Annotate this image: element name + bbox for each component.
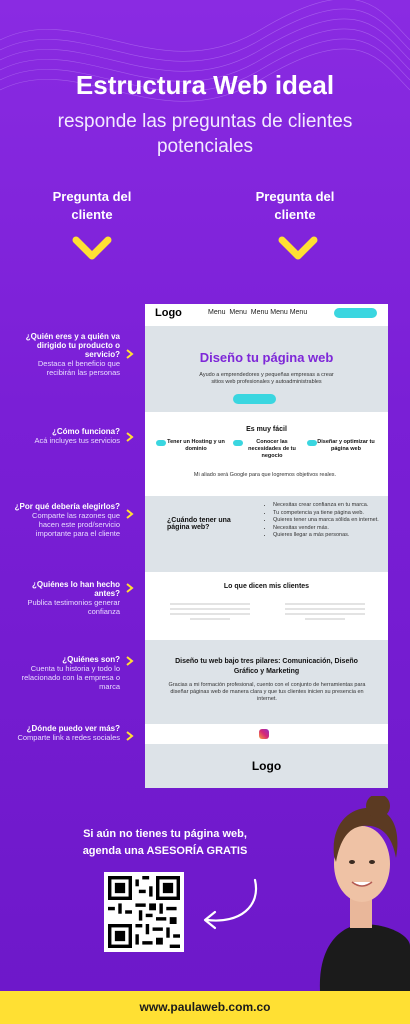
mock-nav-button bbox=[334, 308, 377, 318]
mock-testimonials-section bbox=[145, 572, 388, 640]
mock-navbar bbox=[145, 304, 388, 324]
chevron-right-icon bbox=[125, 731, 134, 741]
mock-why-section bbox=[145, 496, 388, 572]
qr-code[interactable] bbox=[104, 872, 184, 952]
question-title: ¿Por qué debería elegirlos? bbox=[14, 502, 120, 511]
chevron-right-icon bbox=[125, 432, 134, 442]
testimonials-title: Lo que dicen mis clientes bbox=[223, 583, 310, 590]
testimonial-card bbox=[285, 600, 365, 623]
question-title: ¿Quién eres y a quién va dirigido tu producto o servicio? bbox=[25, 332, 120, 359]
why-item: • Necesitas vender más. bbox=[273, 525, 383, 533]
how-title: Es muy fácil bbox=[246, 426, 287, 433]
question-title: ¿Quiénes son? bbox=[62, 655, 120, 664]
column-header-left: Pregunta del cliente bbox=[52, 189, 132, 222]
question-desc: Comparte las razones que hacen este prod/servicio importante para el cliente bbox=[32, 511, 120, 538]
mock-social-section bbox=[145, 724, 388, 744]
feature-1: Tener un Hosting y un dominio bbox=[167, 439, 225, 452]
question-desc: Cuenta tu historia y todo lo relacionado con la empresa o marca bbox=[21, 664, 120, 691]
feature-3: Diseñar y optimizar tu página web bbox=[317, 439, 375, 452]
why-item: • Quieres llegar a más personas. bbox=[273, 532, 383, 540]
about-title: Diseño tu web bajo tres pilares: Comunicación, Diseño Gráfico y Marketing bbox=[175, 658, 358, 675]
hero-text: Ayudo a emprendedores y pequeñas empresas a crear sitios web profesionales y autoadministrables bbox=[199, 372, 334, 385]
hero-title: Diseño tu página web bbox=[199, 350, 334, 365]
question-more bbox=[10, 724, 120, 742]
question-who bbox=[10, 332, 120, 377]
page-title: Estructura Web ideal bbox=[75, 70, 335, 100]
why-title: ¿Cuándo tener una página web? bbox=[167, 517, 231, 531]
about-text: Gracias a mi formación profesional, cuento con el conjunto de herramientas para diseñar páginas web de manera clara y que tus clientes inicien su presencia en internet. bbox=[168, 682, 366, 702]
question-how bbox=[10, 427, 120, 445]
hero-button bbox=[233, 394, 276, 404]
cta-line-2: agenda una ASESORÍA GRATIS bbox=[82, 845, 248, 857]
why-list bbox=[265, 502, 383, 540]
chevron-right-icon bbox=[125, 583, 134, 593]
mock-menu: Menu Menu Menu Menu Menu bbox=[208, 309, 308, 316]
why-item: • Necesitas crear confianza en tu marca. bbox=[273, 502, 383, 510]
portrait-photo bbox=[300, 796, 410, 991]
question-desc: Destaca el beneficio que recibirán las personas bbox=[37, 359, 120, 377]
chevron-right-icon bbox=[125, 509, 134, 519]
page-subtitle: responde las preguntas de clientes potenciales bbox=[57, 111, 353, 157]
feature-2: Conocer las necesidades de tu negocio bbox=[248, 439, 296, 459]
cta-line-1: Si aún no tienes tu página web, bbox=[83, 828, 247, 840]
chevron-down-icon bbox=[72, 234, 112, 264]
mock-how-section bbox=[145, 412, 388, 496]
chevron-down-icon bbox=[278, 234, 318, 264]
instagram-icon bbox=[259, 729, 269, 739]
website-mockup bbox=[145, 304, 388, 788]
website-url[interactable]: www.paulaweb.com.co bbox=[0, 991, 410, 1024]
cta-text bbox=[30, 826, 300, 860]
question-why bbox=[10, 502, 120, 538]
feature-bullet bbox=[307, 440, 317, 446]
mock-logo: Logo bbox=[155, 307, 182, 319]
mock-footer bbox=[145, 744, 388, 788]
qr-code-icon bbox=[108, 876, 180, 948]
footer-logo: Logo bbox=[251, 759, 282, 773]
question-desc: Comparte link a redes sociales bbox=[17, 733, 120, 742]
curved-arrow-icon bbox=[195, 876, 265, 936]
why-item: • Quieres tener una marca sólida en internet. bbox=[273, 517, 383, 525]
how-note: Mi aliado será Google para que logremos objetivos reales. bbox=[193, 472, 337, 478]
question-desc: Acá incluyes tus servicios bbox=[34, 436, 120, 445]
question-title: ¿Cómo funciona? bbox=[52, 427, 120, 436]
testimonial-card bbox=[170, 600, 250, 623]
question-title: ¿Quiénes lo han hecho antes? bbox=[31, 580, 120, 598]
question-desc: Publica testimonios generar confianza bbox=[27, 598, 120, 616]
chevron-right-icon bbox=[125, 656, 134, 666]
why-item: • Tu competencia ya tiene página web. bbox=[273, 510, 383, 518]
question-title: ¿Dónde puedo ver más? bbox=[26, 724, 120, 733]
mock-hero bbox=[145, 326, 388, 412]
feature-bullet bbox=[156, 440, 166, 446]
mock-about-section bbox=[145, 640, 388, 724]
question-testimonials bbox=[10, 580, 120, 616]
chevron-right-icon bbox=[125, 349, 134, 359]
column-header-right: Pregunta del cliente bbox=[255, 189, 335, 222]
question-about bbox=[10, 655, 120, 691]
